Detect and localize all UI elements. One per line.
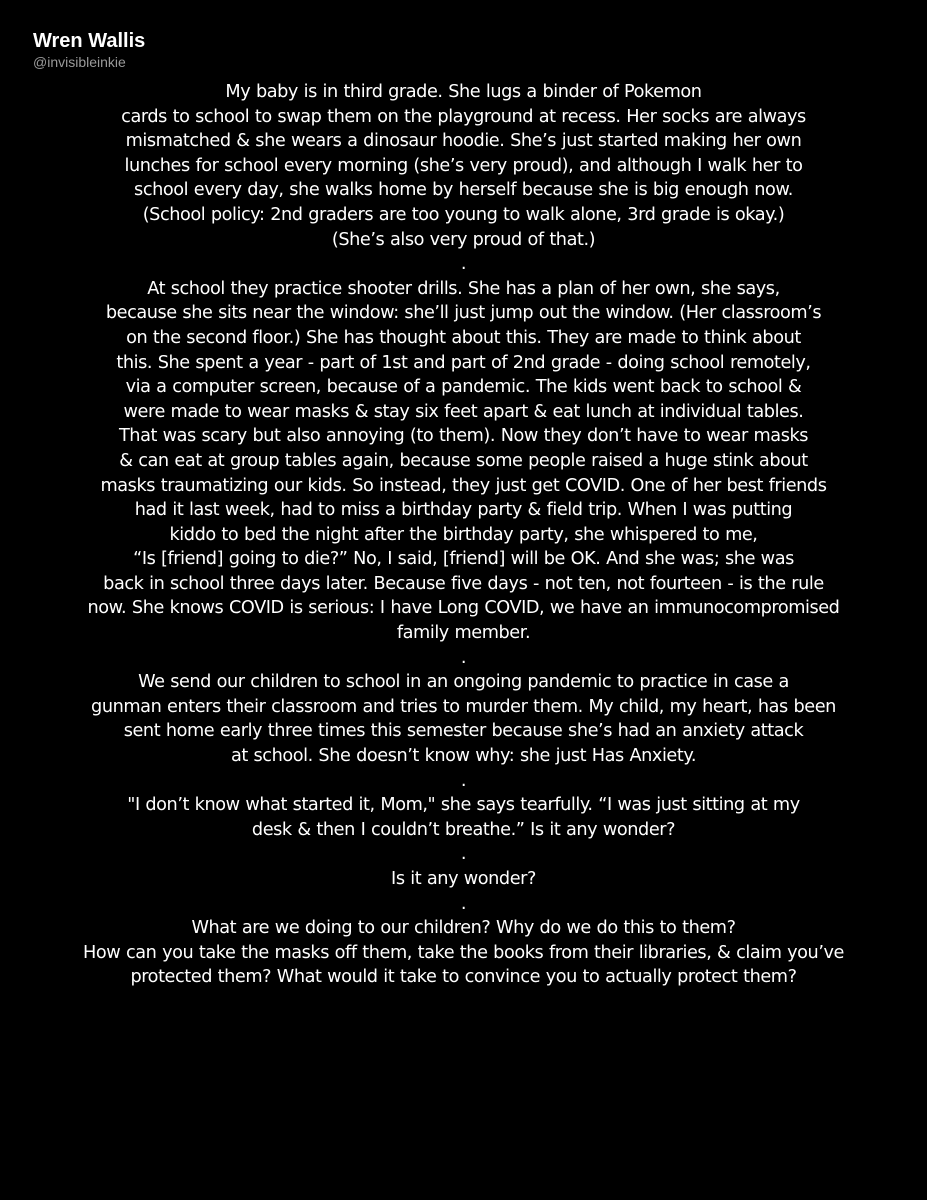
body-line: back in school three days later. Because five days - not ten, not fourteen - is the rule — [103, 572, 824, 594]
body-line: (She’s also very proud of that.) — [331, 228, 596, 250]
body-line: lunches for school every morning (she’s very proud), and although I walk her to — [124, 154, 803, 176]
body-line: gunman enters their classroom and tries to murder them. My child, my heart, has been — [91, 695, 836, 717]
body-line: Is it any wonder? — [391, 868, 536, 889]
body-line: via a computer screen, because of a pandemic. The kids went back to school & — [125, 376, 802, 398]
author-name[interactable]: Wren Wallis — [33, 30, 146, 52]
body-line: at school. She doesn’t know why: she just Has Anxiety. — [230, 745, 697, 767]
body-line: family member. — [396, 622, 531, 644]
body-line: were made to wear masks & stay six feet apart & eat lunch at individual tables. — [123, 400, 804, 422]
body-line: this. She spent a year - part of 1st and part of 2nd grade - doing school remotely, — [116, 351, 811, 373]
body-line: . — [460, 646, 467, 668]
body-line: (School policy: 2nd graders are too young to walk alone, 3rd grade is okay.) — [142, 203, 785, 225]
body-line: cards to school to swap them on the playground at recess. Her socks are always — [121, 105, 806, 127]
body-line: desk & then I couldn’t breathe.” Is it any wonder? — [251, 818, 676, 840]
post-body — [0, 80, 927, 990]
body-line: had it last week, had to miss a birthday party & field trip. When I was putting — [134, 499, 793, 521]
body-line: What are we doing to our children? Why do we do this to them? — [191, 917, 736, 939]
body-line: because she sits near the window: she’ll just jump out the window. (Her classroom’s — [105, 302, 822, 324]
body-line: . — [460, 253, 467, 275]
body-line: masks traumatizing our kids. So instead, they just get COVID. One of her best friends — [100, 474, 827, 496]
body-line: & can eat at group tables again, because some people raised a huge stink about — [119, 449, 808, 471]
body-line: That was scary but also annoying (to them). Now they don’t have to wear masks — [118, 425, 809, 447]
body-line: kiddo to bed the night after the birthday party, she whispered to me, — [169, 523, 758, 545]
body-line: “Is [friend] going to die?” No, I said, [friend] will be OK. And she was; she was — [133, 548, 794, 570]
body-line: . — [460, 843, 467, 865]
body-line: . — [460, 892, 467, 914]
body-line: on the second floor.) She has thought about this. They are made to think about — [126, 326, 801, 348]
body-line: protected them? What would it take to convince you to actually protect them? — [130, 966, 797, 988]
author-header — [33, 28, 145, 70]
body-line: How can you take the masks off them, take the books from their libraries, & claim you’ve — [83, 941, 844, 963]
body-line: My baby is in third grade. She lugs a binder of Pokemon — [225, 81, 702, 102]
body-line: "I don’t know what started it, Mom," she says tearfully. “I was just sitting at my — [127, 794, 800, 816]
body-line: At school they practice shooter drills. She has a plan of her own, she says, — [147, 277, 780, 299]
author-handle[interactable]: @invisibleinkie — [33, 54, 126, 70]
body-line: mismatched & she wears a dinosaur hoodie. She’s just started making her own — [125, 130, 802, 152]
body-line: . — [460, 769, 467, 791]
body-line: sent home early three times this semester because she’s had an anxiety attack — [123, 720, 804, 742]
body-line: school every day, she walks home by herself because she is big enough now. — [134, 179, 793, 201]
body-line: now. She knows COVID is serious: I have Long COVID, we have an immunocompromised — [87, 597, 840, 619]
body-line: We send our children to school in an ongoing pandemic to practice in case a — [138, 671, 789, 693]
